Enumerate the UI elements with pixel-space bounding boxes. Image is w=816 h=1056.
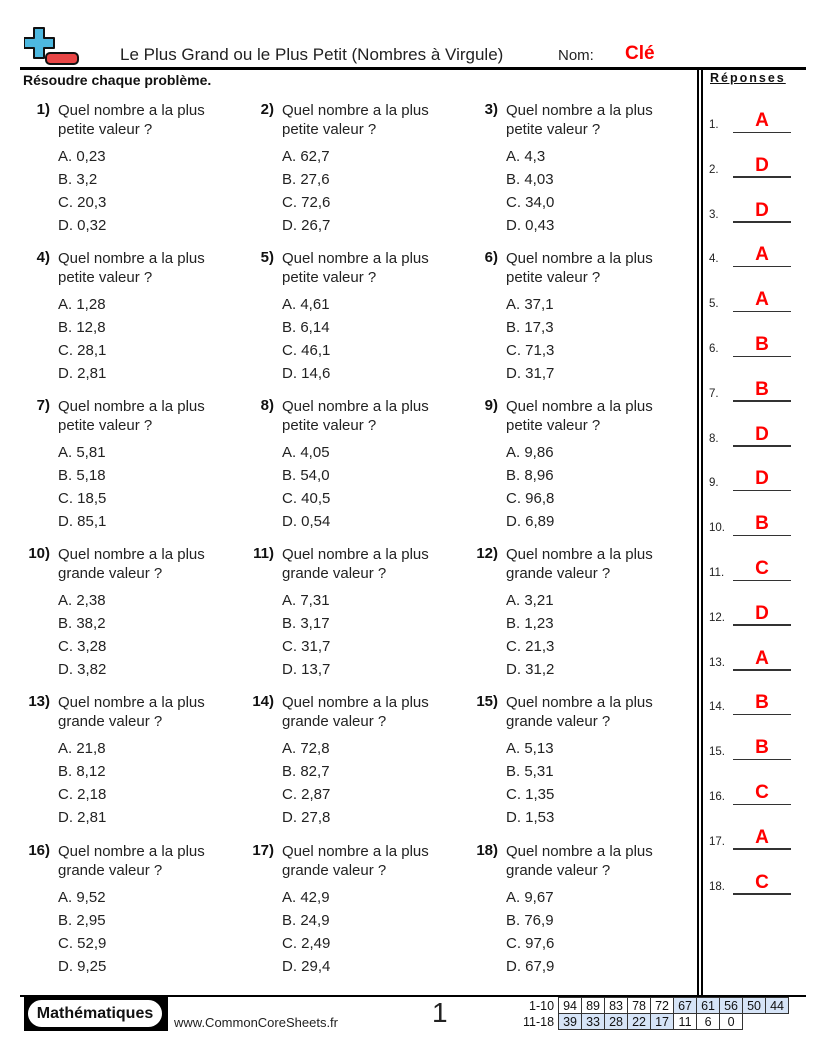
problem-number: 17) [252, 842, 274, 859]
answer-option: B. 1,23 [506, 615, 554, 632]
problem-body [58, 397, 233, 533]
problem-body [506, 101, 681, 237]
score-cell: 56 [720, 998, 743, 1014]
answer-option: A. 42,9 [282, 889, 330, 906]
answer-option: A. 3,21 [506, 592, 554, 609]
answer-option: D. 27,8 [282, 809, 331, 826]
answer-number: 17. [709, 835, 725, 848]
score-cell: 61 [697, 998, 720, 1014]
problem-body [58, 249, 233, 385]
answer-key-value: A [755, 289, 769, 311]
score-row [520, 998, 789, 1014]
answer-option: C. 71,3 [506, 342, 555, 359]
answer-number: 4. [709, 253, 719, 266]
answer-option: A. 37,1 [506, 296, 554, 313]
answer-option: D. 31,2 [506, 661, 555, 678]
score-cell: 17 [651, 1014, 674, 1030]
answer-option: B. 5,18 [58, 467, 106, 484]
answer-row-1 [709, 103, 799, 133]
answer-number: 15. [709, 746, 725, 759]
problem-question: Quel nombre a la plus petite valeur ? [506, 250, 653, 286]
answer-option: C. 28,1 [58, 342, 107, 359]
problem-number: 14) [252, 693, 274, 710]
answer-row-5 [709, 282, 799, 312]
problem-question: Quel nombre a la plus grande valeur ? [506, 546, 653, 582]
answer-option: D. 3,82 [58, 661, 107, 678]
answer-option: B. 27,6 [282, 171, 330, 188]
answer-option: B. 17,3 [506, 319, 554, 336]
answer-number: 11. [709, 567, 725, 579]
answer-row-3 [709, 193, 799, 223]
problem-body [506, 545, 681, 681]
problem-question: Quel nombre a la plus petite valeur ? [58, 398, 205, 434]
answer-option: C. 40,5 [282, 490, 331, 507]
name-label: Nom: [558, 47, 594, 64]
answer-option: C. 96,8 [506, 490, 555, 507]
answer-option: C. 46,1 [282, 342, 331, 359]
answer-option: B. 8,12 [58, 763, 106, 780]
answer-option: D. 67,9 [506, 958, 555, 975]
subject-badge: Mathématiques [28, 1000, 162, 1027]
score-cell: 67 [674, 998, 697, 1014]
answer-option: A. 9,86 [506, 444, 554, 461]
answer-number: 9. [709, 477, 719, 490]
problem-question: Quel nombre a la plus petite valeur ? [282, 250, 429, 286]
score-cell: 78 [628, 998, 651, 1014]
answer-option: B. 2,95 [58, 912, 106, 929]
answer-key-value: D [755, 423, 769, 445]
answer-option: A. 62,7 [282, 148, 330, 165]
problem-body [282, 545, 457, 681]
answer-option: C. 2,18 [58, 786, 107, 803]
answer-key-value: B [755, 334, 769, 355]
answer-option: D. 0,43 [506, 217, 555, 234]
answer-number: 7. [709, 387, 719, 400]
answer-key-value: B [755, 513, 769, 535]
problem-question: Quel nombre a la plus grande valeur ? [282, 843, 429, 879]
problem-question: Quel nombre a la plus grande valeur ? [282, 546, 429, 582]
answer-row-6 [709, 327, 799, 357]
answer-option: A. 4,3 [506, 148, 546, 165]
answer-row-12 [709, 596, 799, 626]
answer-option: C. 31,7 [282, 638, 331, 655]
problem-question: Quel nombre a la plus grande valeur ? [58, 694, 205, 730]
answer-option: C. 21,3 [506, 638, 555, 655]
problem-body [58, 693, 233, 829]
answer-option: D. 9,25 [58, 958, 107, 975]
problem-number: 12) [476, 545, 498, 562]
problem-question: Quel nombre a la plus grande valeur ? [506, 843, 653, 879]
problem-question: Quel nombre a la plus petite valeur ? [506, 102, 653, 138]
answer-option: C. 20,3 [58, 194, 107, 211]
answer-option: B. 38,2 [58, 615, 106, 632]
problem-number: 6) [484, 249, 498, 266]
problem-body [506, 397, 681, 533]
answer-option: D. 14,6 [282, 365, 331, 382]
answer-option: C. 72,6 [282, 194, 331, 211]
answer-number: 12. [709, 611, 725, 624]
problem-number: 15) [476, 693, 498, 710]
answer-key-value: D [755, 602, 769, 624]
problem-number: 11) [253, 545, 274, 562]
answer-key-value: D [755, 468, 769, 490]
answer-option: B. 24,9 [282, 912, 330, 929]
answer-key-value: B [755, 378, 769, 400]
answer-row-9 [709, 461, 799, 491]
answer-option: A. 72,8 [282, 740, 330, 757]
problem-number: 3) [484, 101, 498, 118]
answer-row-14 [709, 685, 799, 715]
score-cell: 94 [559, 998, 582, 1014]
score-range: 1-10 [529, 998, 555, 1013]
problem-number: 10) [28, 545, 50, 562]
answer-row-4 [709, 237, 799, 267]
answer-row-15 [709, 730, 799, 760]
answer-key-value: B [755, 692, 769, 714]
answer-row-2 [709, 148, 799, 178]
answer-option: B. 12,8 [58, 319, 106, 336]
worksheet-title: Le Plus Grand ou le Plus Petit (Nombres à Virgule) [120, 45, 504, 64]
answer-option: B. 76,9 [506, 912, 554, 929]
score-row [520, 1014, 789, 1030]
answer-number: 10. [709, 522, 725, 535]
answer-row-13 [709, 641, 799, 671]
answers-divider [697, 70, 699, 995]
score-range: 11-18 [523, 1014, 555, 1029]
answer-row-8 [709, 417, 799, 447]
answer-option: A. 0,23 [58, 148, 106, 165]
problem-body [58, 842, 233, 978]
problem-question: Quel nombre a la plus grande valeur ? [58, 546, 205, 582]
answer-option: B. 82,7 [282, 763, 330, 780]
answer-key-value: A [755, 826, 769, 848]
score-table [520, 997, 789, 1030]
score-empty [766, 1014, 789, 1030]
site-url[interactable]: www.CommonCoreSheets.fr [174, 1015, 338, 1030]
problem-number: 13) [28, 693, 50, 710]
page-number: 1 [432, 997, 448, 1028]
problem-body [282, 101, 457, 237]
answers-divider [701, 70, 703, 995]
problem-question: Quel nombre a la plus grande valeur ? [58, 843, 205, 879]
problem-body [58, 101, 233, 237]
answer-option: B. 6,14 [282, 319, 330, 336]
answer-option: B. 3,2 [58, 171, 98, 188]
problem-number: 1) [36, 101, 50, 118]
score-cell: 72 [651, 998, 674, 1014]
answer-option: C. 1,35 [506, 786, 555, 803]
answer-key-value: C [755, 782, 769, 803]
answer-number: 8. [709, 432, 719, 445]
answer-option: C. 34,0 [506, 194, 555, 211]
problem-number: 2) [260, 101, 274, 118]
answer-key-value: A [755, 647, 769, 669]
score-cell: 22 [628, 1014, 651, 1030]
answer-option: D. 2,81 [58, 365, 107, 382]
score-cell: 89 [582, 998, 605, 1014]
answer-key-value: C [755, 871, 769, 893]
answer-number: 6. [709, 343, 719, 355]
answer-number: 14. [709, 701, 725, 714]
score-cell: 44 [766, 998, 789, 1014]
problem-question: Quel nombre a la plus petite valeur ? [58, 102, 205, 138]
problem-question: Quel nombre a la plus grande valeur ? [506, 694, 653, 730]
problem-number: 5) [260, 249, 274, 266]
answer-option: D. 31,7 [506, 365, 555, 382]
answer-option: D. 29,4 [282, 958, 331, 975]
answer-key-value: D [755, 154, 769, 176]
answer-key-value: A [755, 110, 769, 131]
name-value-key: Clé [625, 43, 655, 64]
answer-option: C. 2,87 [282, 786, 331, 803]
answer-option: D. 2,81 [58, 809, 107, 826]
problem-question: Quel nombre a la plus grande valeur ? [282, 694, 429, 730]
answer-number: 16. [709, 791, 725, 803]
problem-body [282, 249, 457, 385]
answer-key-value: B [755, 737, 769, 759]
answer-option: A. 1,28 [58, 296, 106, 313]
answer-number: 3. [709, 208, 719, 221]
score-empty [743, 1014, 766, 1030]
answer-option: A. 21,8 [58, 740, 106, 757]
answer-row-7 [709, 372, 799, 402]
problem-body [58, 545, 233, 681]
score-cell: 39 [559, 1014, 582, 1030]
problem-number: 8) [260, 397, 274, 414]
answer-row-16 [709, 775, 799, 805]
answer-option: D. 26,7 [282, 217, 331, 234]
problem-question: Quel nombre a la plus petite valeur ? [282, 102, 429, 138]
answer-option: A. 5,13 [506, 740, 554, 757]
answer-option: B. 5,31 [506, 763, 554, 780]
answer-option: A. 2,38 [58, 592, 106, 609]
answer-option: D. 85,1 [58, 513, 107, 530]
answer-row-18 [709, 865, 799, 895]
answer-option: C. 52,9 [58, 935, 107, 952]
answer-option: C. 3,28 [58, 638, 107, 655]
answers-title: Réponses [710, 71, 786, 85]
answer-option: B. 3,17 [282, 615, 330, 632]
problem-body [282, 693, 457, 829]
answer-row-11 [709, 551, 799, 581]
problem-number: 9) [484, 397, 498, 414]
answer-option: B. 8,96 [506, 467, 554, 484]
problem-body [506, 693, 681, 829]
answer-option: D. 0,54 [282, 513, 331, 530]
answer-option: C. 18,5 [58, 490, 107, 507]
answer-option: D. 1,53 [506, 809, 555, 826]
answer-number: 2. [709, 163, 719, 176]
answer-row-10 [709, 506, 799, 536]
problem-question: Quel nombre a la plus petite valeur ? [282, 398, 429, 434]
problem-number: 7) [36, 397, 50, 414]
answer-option: A. 4,61 [282, 296, 330, 313]
answer-number: 5. [709, 298, 719, 311]
answer-number: 1. [709, 119, 719, 131]
answer-option: A. 9,67 [506, 889, 554, 906]
answer-option: A. 4,05 [282, 444, 330, 461]
score-cell: 50 [743, 998, 766, 1014]
answer-option: A. 5,81 [58, 444, 106, 461]
answer-option: D. 0,32 [58, 217, 107, 234]
answer-option: D. 6,89 [506, 513, 555, 530]
score-cell: 28 [605, 1014, 628, 1030]
problem-body [282, 397, 457, 533]
answer-option: B. 4,03 [506, 171, 554, 188]
instructions: Résoudre chaque problème. [23, 72, 212, 88]
problem-number: 18) [476, 842, 498, 859]
answer-option: C. 2,49 [282, 935, 331, 952]
answer-option: C. 97,6 [506, 935, 555, 952]
plus-minus-logo-icon [24, 26, 80, 66]
score-cell: 83 [605, 998, 628, 1014]
answer-option: B. 54,0 [282, 467, 330, 484]
answer-option: A. 7,31 [282, 592, 330, 609]
answer-option: D. 13,7 [282, 661, 331, 678]
problem-question: Quel nombre a la plus petite valeur ? [506, 398, 653, 434]
header-divider [20, 67, 806, 70]
answer-key-value: C [755, 558, 769, 579]
score-cell: 11 [674, 1014, 697, 1030]
score-cell: 6 [697, 1014, 720, 1030]
problem-number: 16) [28, 842, 50, 859]
score-cell: 0 [720, 1014, 743, 1030]
problem-body [282, 842, 457, 978]
problem-body [506, 249, 681, 385]
answer-number: 18. [709, 880, 725, 893]
answer-number: 13. [709, 656, 725, 669]
problem-body [506, 842, 681, 978]
answer-key-value: A [755, 244, 769, 266]
problem-number: 4) [36, 249, 50, 266]
answer-key-value: D [755, 199, 769, 221]
problem-question: Quel nombre a la plus petite valeur ? [58, 250, 205, 286]
score-cell: 33 [582, 1014, 605, 1030]
answer-row-17 [709, 820, 799, 850]
answer-option: A. 9,52 [58, 889, 106, 906]
